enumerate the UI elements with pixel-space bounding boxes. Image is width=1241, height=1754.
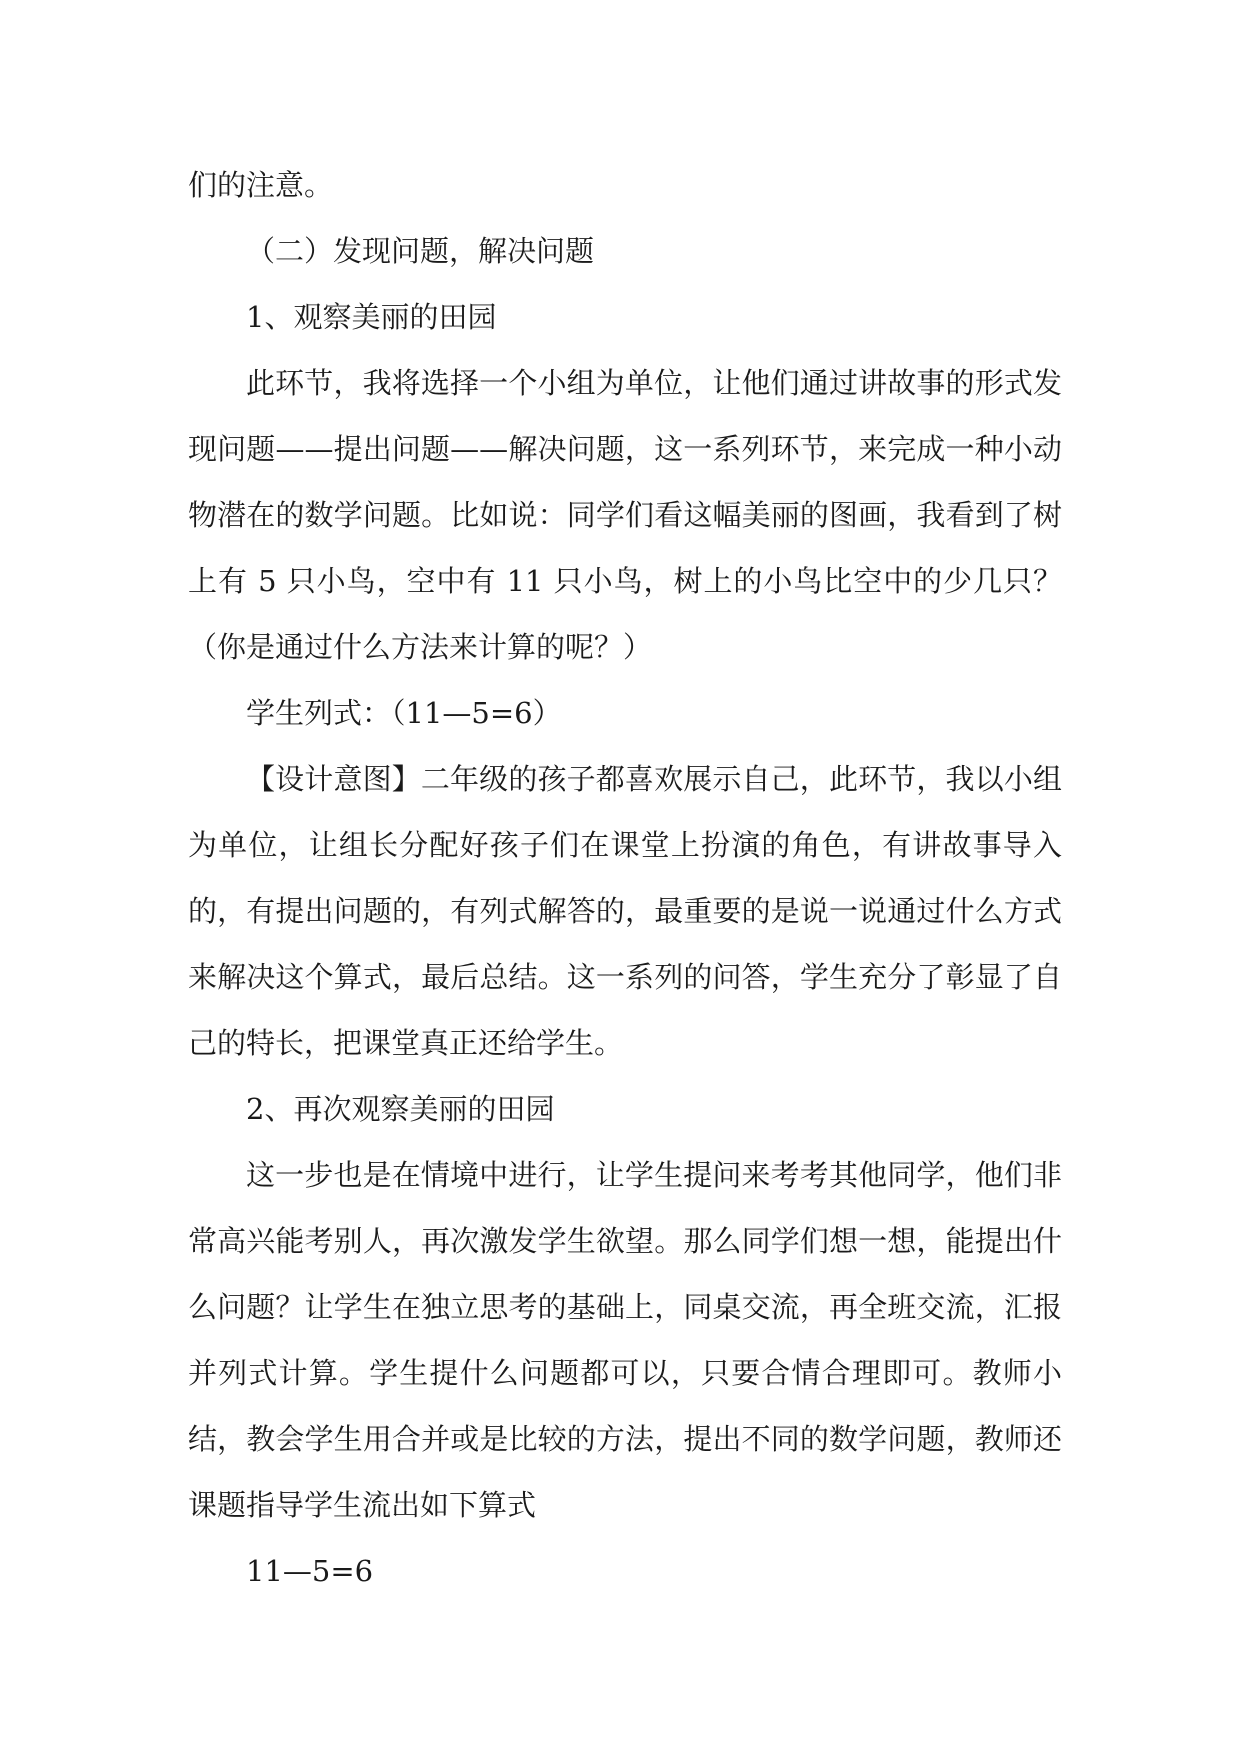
section-heading: （二）发现问题，解决问题 <box>246 234 595 268</box>
subheading-2: 2、再次观察美丽的田园 <box>246 1092 555 1126</box>
document-body <box>188 152 1062 1604</box>
equation-line: 11—5=6 <box>246 1554 374 1588</box>
student-equation-line: 学生列式：（11—5=6） <box>246 696 562 730</box>
subheading-1: 1、观察美丽的田园 <box>246 300 497 334</box>
design-intent-paragraph: 【设计意图】二年级的孩子都喜欢展示自己，此环节，我以小组为单位，让组长分配好孩子们在课堂上扮演的角色，有讲故事导入的，有提出问题的，有列式解答的，最重要的是说一说通过什么方式来解决这个算式，最后总结。这一系列的问答，学生充分了彰显了自己的特长，把课堂真正还给学生。 <box>188 762 1062 1060</box>
paragraph-observation: 此环节，我将选择一个小组为单位，让他们通过讲故事的形式发现问题——提出问题——解决问题，这一系列环节，来完成一种小动物潜在的数学问题。比如说：同学们看这幅美丽的图画，我看到了树上有 5 只小鸟，空中有 11 只小鸟，树上的小鸟比空中的少几只？（你是通过什么方法来计算的呢？） <box>188 366 1062 664</box>
paragraph-continuation: 们的注意。 <box>188 168 334 202</box>
paragraph-second-observation: 这一步也是在情境中进行，让学生提问来考考其他同学，他们非常高兴能考别人，再次激发学生欲望。那么同学们想一想，能提出什么问题？让学生在独立思考的基础上，同桌交流，再全班交流，汇报并列式计算。学生提什么问题都可以，只要合情合理即可。教师小结，教会学生用合并或是比较的方法，提出不同的数学问题，教师还课题指导学生流出如下算式 <box>188 1158 1062 1522</box>
